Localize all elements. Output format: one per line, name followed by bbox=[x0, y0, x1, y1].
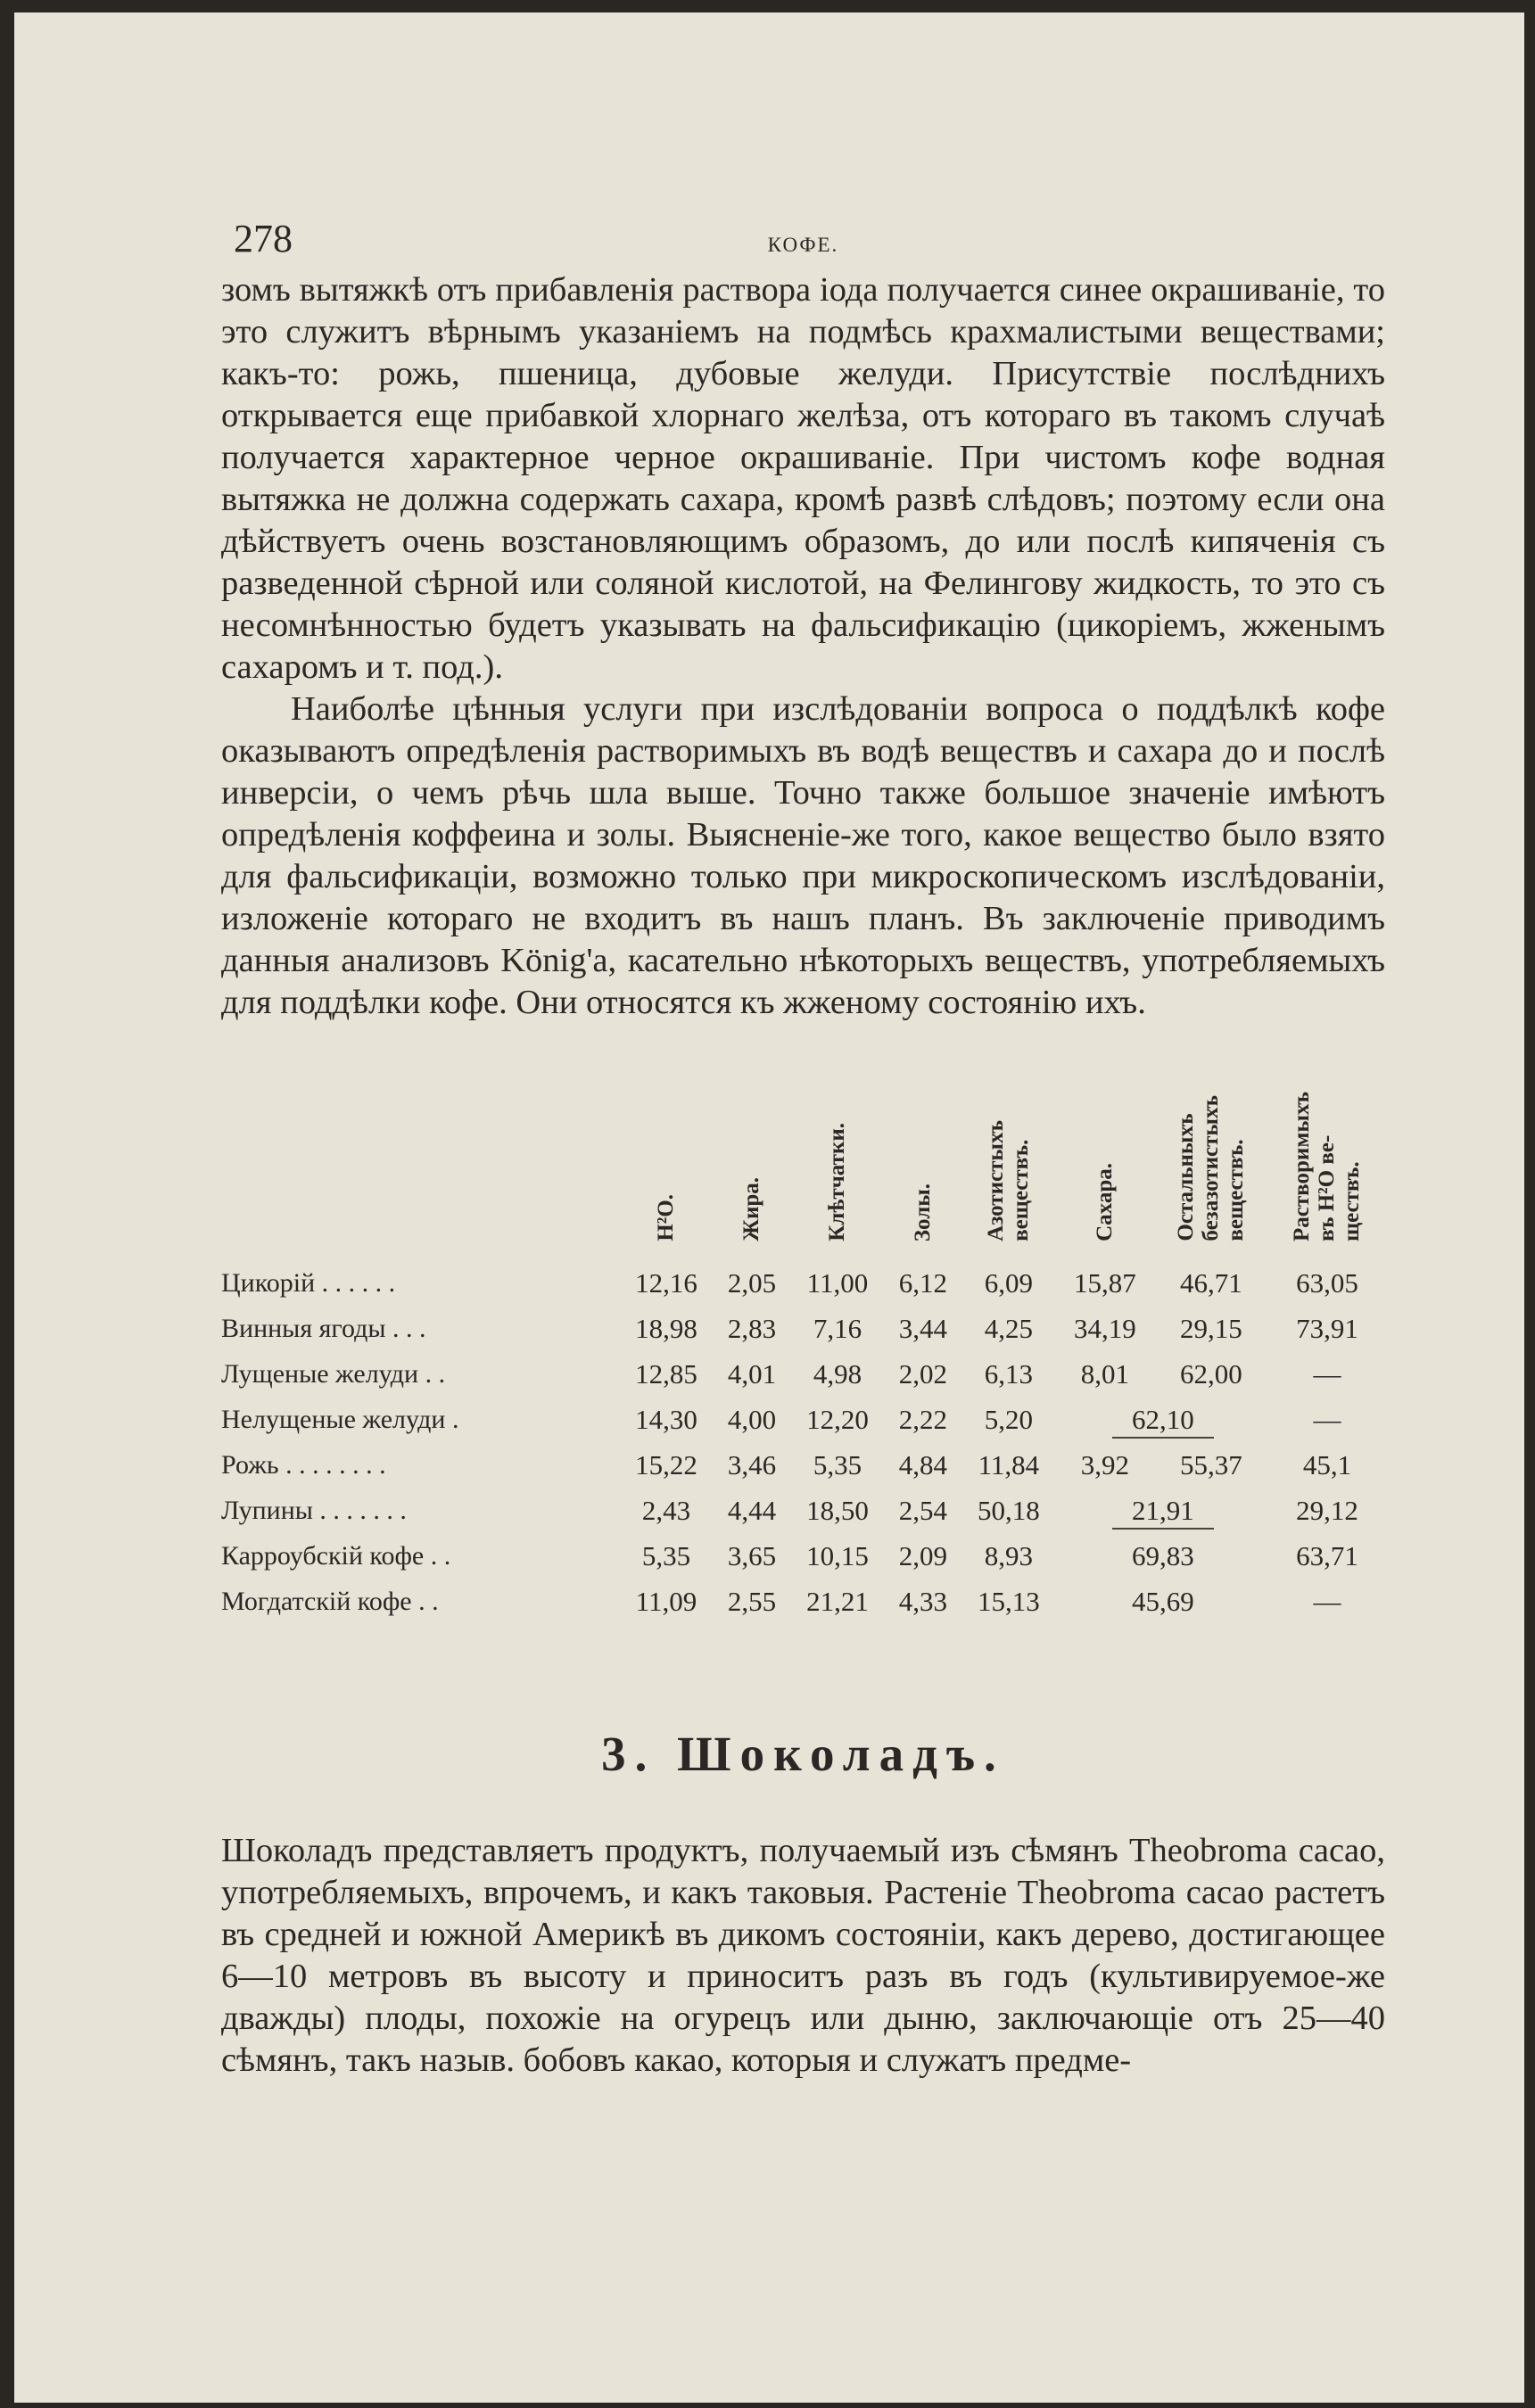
table-row: Нелущеные желуди . 14,30 4,00 12,20 2,22 5,20 62,10 — bbox=[221, 1397, 1385, 1442]
page-content bbox=[221, 207, 1385, 2082]
table-row: Могдатскій кофе . . 11,09 2,55 21,21 4,33 15,13 45,69 — bbox=[221, 1585, 1341, 1617]
running-title: КОФЕ. bbox=[767, 234, 839, 256]
paragraph-2: Наиболѣе цѣнныя услуги при изслѣдованіи вопроса о поддѣлкѣ кофе оказываютъ опредѣленія растворимыхъ въ водѣ веществъ и сахара до и послѣ инверсіи, о чемъ рѣчь шла выше. Точно также большое значеніе имѣютъ опредѣленія коффеина и золы. Выясненіе-же того, какое вещество было взято для фальсификаціи, возможно только при микроскопическомъ изслѣдованіи, изложеніе котораго не входитъ въ нашъ планъ. Въ заключеніе приводимъ данныя анализовъ König'а, касательно нѣкоторыхъ веществъ, употребляемыхъ для поддѣлки кофе. Они относятся къ жженому состоянію ихъ. bbox=[221, 690, 1385, 1021]
col-header-h2o: Н²О. bbox=[653, 1194, 678, 1241]
col-header-other: Остальныхъ безазотистыхъ веществъ. bbox=[1173, 1095, 1248, 1241]
table-header-row bbox=[221, 1038, 1385, 1260]
col-header-substance bbox=[221, 1038, 618, 1260]
analysis-table bbox=[221, 1038, 1385, 1624]
book-page bbox=[14, 12, 1524, 2403]
col-header-fiber: Клѣтчатки. bbox=[824, 1123, 849, 1241]
section-title: 3. Шоколадъ. bbox=[601, 1727, 1005, 1781]
running-header bbox=[221, 207, 1385, 269]
col-header-ash: Золы. bbox=[910, 1183, 935, 1241]
table-row: Рожь . . . . . . . . 15,22 3,46 5,35 4,84 11,84 3,92 55,37 45,1 bbox=[221, 1448, 1352, 1480]
col-header-sugar: Сахара. bbox=[1092, 1163, 1117, 1241]
paragraph-1: зомъ вытяжкѣ отъ прибавленія раствора іода получается синее окрашиваніе, то это служитъ вѣрнымъ указаніемъ на подмѣсь крахмалистыми веществами; какъ-то: рожь, пшеница, дубовые желуди. Присутствіе послѣднихъ открывается еще прибавкой хлорнаго желѣза, отъ котораго въ такомъ случаѣ получается характерное черное окрашиваніе. При чистомъ кофе водная вытяжка не должна содержать сахара, кромѣ развѣ слѣдовъ; поэтому если она дѣйствуетъ очень возстановляющимъ образомъ, до или послѣ кипяченія съ разведенной сѣрной или соляной кислотой, на Фелингову жидкость, то это съ несомнѣнностью будетъ указывать на фальсификацію (цикоріемъ, жженымъ сахаромъ и т. под.). bbox=[221, 271, 1385, 686]
table-row: Винныя ягоды . . . 18,98 2,83 7,16 3,44 4,25 34,19 29,15 73,91 bbox=[221, 1312, 1358, 1344]
col-header-nitrogen: Азотистыхъ веществъ. bbox=[983, 1120, 1033, 1241]
col-header-soluble: Растворимыхъ въ Н²О ве- ществъ. bbox=[1289, 1092, 1364, 1241]
table-row: Цикорій . . . . . . 12,16 2,05 11,00 6,12 6,09 15,87 46,71 63,05 bbox=[221, 1266, 1358, 1299]
section-paragraph: Шоколадъ представляетъ продуктъ, получаемый изъ сѣмянъ Theobroma cacao, употребляемыхъ, впрочемъ, и какъ таковыя. Растеніе Theobroma cacao растетъ въ средней и южной Америкѣ въ дикомъ состояніи, какъ дерево, достигающее 6—10 метровъ въ высоту и приноситъ разъ въ годъ (культивируемое-же дважды) плоды, похожіе на огурецъ или дыню, заключающіе отъ 25—40 сѣмянъ, такъ назыв. бобовъ какао, которыя и служатъ предме- bbox=[221, 1832, 1385, 2079]
col-header-fat: Жира. bbox=[739, 1177, 763, 1241]
table-row: Лупины . . . . . . . 2,43 4,44 18,50 2,54 50,18 21,91 29,12 bbox=[221, 1488, 1385, 1533]
table-row: Карроубскій кофе . . 5,35 3,65 10,15 2,09 8,93 69,83 63,71 bbox=[221, 1539, 1358, 1571]
table-row: Лущеные желуди . . 12,85 4,01 4,98 2,02 6,13 8,01 62,00 — bbox=[221, 1357, 1341, 1390]
page-number: 278 bbox=[234, 217, 293, 260]
